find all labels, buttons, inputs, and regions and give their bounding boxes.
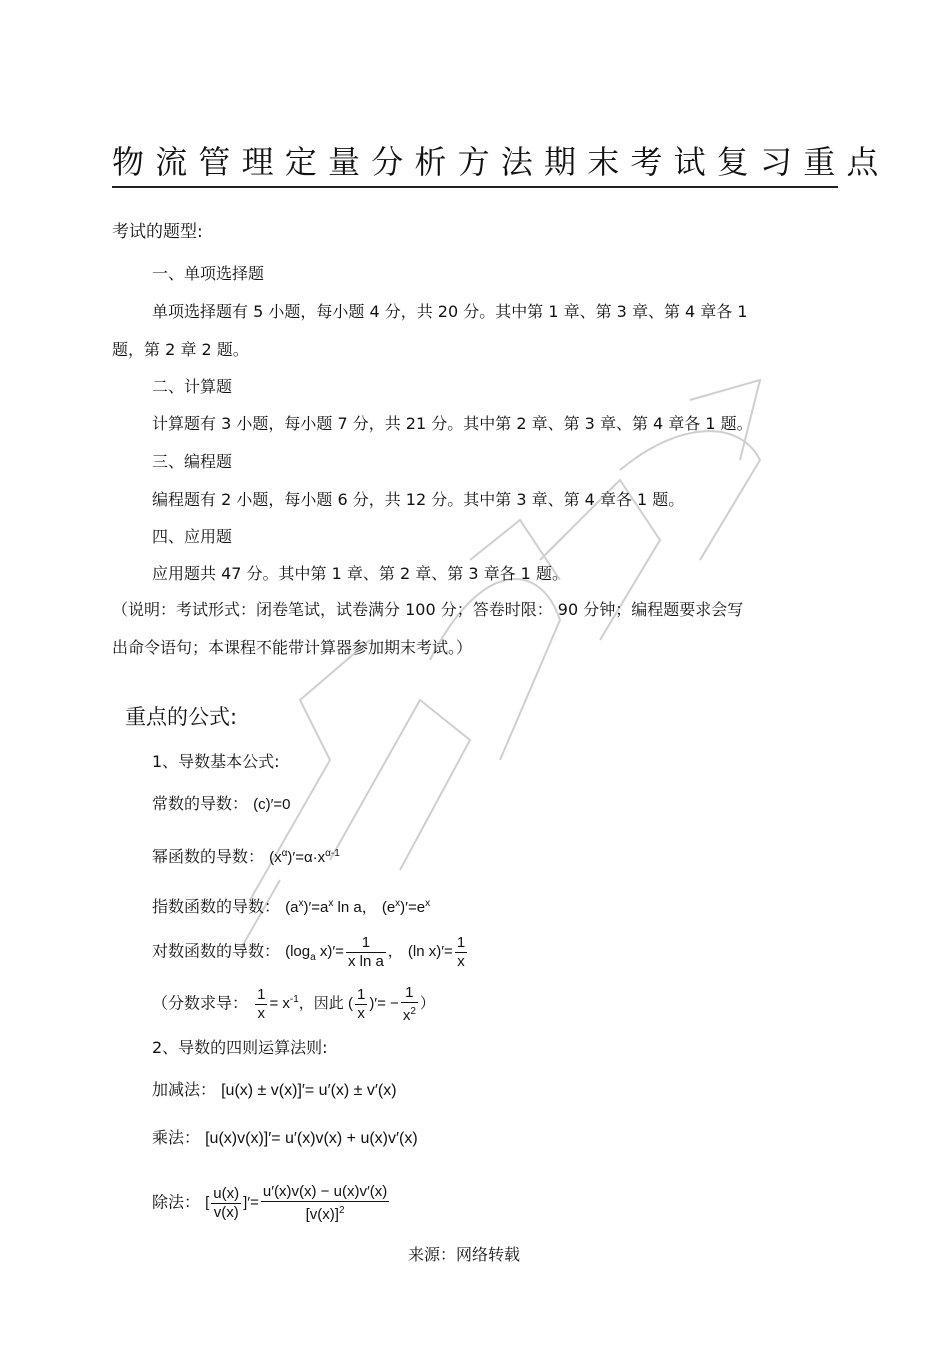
section-1-line-2: 题，第 2 章 2 题。 bbox=[112, 340, 249, 359]
fraction-derivative-row bbox=[152, 984, 435, 1025]
addition-rule-row bbox=[152, 1078, 397, 1103]
section-3-line: 编程题有 2 小题，每小题 6 分，共 12 分。其中第 3 章、第 4 章各 1 题。 bbox=[152, 490, 685, 509]
page-title: 物流管理定量分析方法期末考试复习重点 bbox=[112, 138, 838, 188]
formulas-heading: 重点的公式: bbox=[125, 705, 238, 729]
section-1-line-1: 单项选择题有 5 小题，每小题 4 分，共 20 分。其中第 1 章、第 3 章、第 4 章各 1 bbox=[152, 302, 748, 321]
log-derivative-row bbox=[152, 934, 469, 971]
division-formula: [ $\frac{u(x)}{v(x)}$ ]′= $\frac{u'(x)v(x) - u(x)v'(x)}{[v(x)]^2}$ bbox=[205, 1183, 388, 1223]
formula-section-1-title: 1、导数基本公式: bbox=[152, 752, 280, 771]
multiplication-formula: [u(x)v(x)]′= u′(x)v(x) + u(x)v′(x) bbox=[205, 1130, 418, 1147]
constant-derivative-row bbox=[152, 792, 291, 817]
multiplication-label: 乘法： bbox=[152, 1128, 201, 1147]
fraction-derivative-formula: $\frac{1}{x}$ = $x^{-1}$，因此 ( $\frac{1}{x}$ )′= − $\frac{1}{x^2}$ ） bbox=[257, 984, 435, 1024]
power-derivative-row bbox=[152, 842, 340, 870]
exam-note-line-1: （说明：考试形式：闭卷笔试，试卷满分 100 分；答卷时限： 90 分钟；编程题要求会写 bbox=[112, 600, 744, 619]
page-footer-source: 来源：网络转载 bbox=[408, 1245, 521, 1264]
division-label: 除法： bbox=[152, 1192, 201, 1212]
addition-label: 加减法： bbox=[152, 1080, 217, 1099]
log-label: 对数函数的导数： bbox=[152, 941, 281, 961]
ln-formula: (ln x)′= $\frac{1}{x}$ bbox=[407, 934, 466, 970]
division-rule-row bbox=[152, 1183, 391, 1224]
section-4-title: 四、应用题 bbox=[152, 527, 233, 546]
log-formula: ($\log_a$ x)′= $\frac{1}{\text{x ln a}}$ ， bbox=[285, 934, 403, 970]
power-label: 幂函数的导数： bbox=[152, 847, 265, 866]
exam-heading: 考试的题型: bbox=[112, 222, 203, 242]
exponential-label: 指数函数的导数： bbox=[152, 897, 281, 916]
exponential-formula-e: $(e^x)'=e^x$ bbox=[381, 898, 431, 916]
multiplication-rule-row bbox=[152, 1126, 418, 1151]
power-formula: $(x^\alpha)'=\alpha\cdot x^{\alpha-1}$ bbox=[269, 848, 340, 866]
addition-formula: [u(x) ± v(x)]′= u′(x) ± v′(x) bbox=[221, 1082, 397, 1099]
section-2-title: 二、计算题 bbox=[152, 377, 233, 396]
formula-section-2-title: 2、导数的四则运算法则: bbox=[152, 1038, 328, 1057]
constant-formula: (c)′=0 bbox=[253, 796, 291, 813]
section-2-line: 计算题有 3 小题，每小题 7 分，共 21 分。其中第 2 章、第 3 章、第 4 章各 1 题。 bbox=[152, 414, 753, 433]
exponential-formula-a: $(a^x)'=a^x$ ln a， bbox=[285, 898, 377, 916]
exponential-derivative-row bbox=[152, 892, 430, 920]
section-3-title: 三、编程题 bbox=[152, 452, 233, 471]
fraction-derivative-label: （分数求导： bbox=[152, 993, 249, 1013]
section-1-title: 一、单项选择题 bbox=[152, 264, 265, 283]
constant-label: 常数的导数： bbox=[152, 794, 249, 813]
section-4-line: 应用题共 47 分。其中第 1 章、第 2 章、第 3 章各 1 题。 bbox=[152, 564, 568, 583]
exam-note-line-2: 出命令语句；本课程不能带计算器参加期末考试。） bbox=[112, 638, 473, 657]
